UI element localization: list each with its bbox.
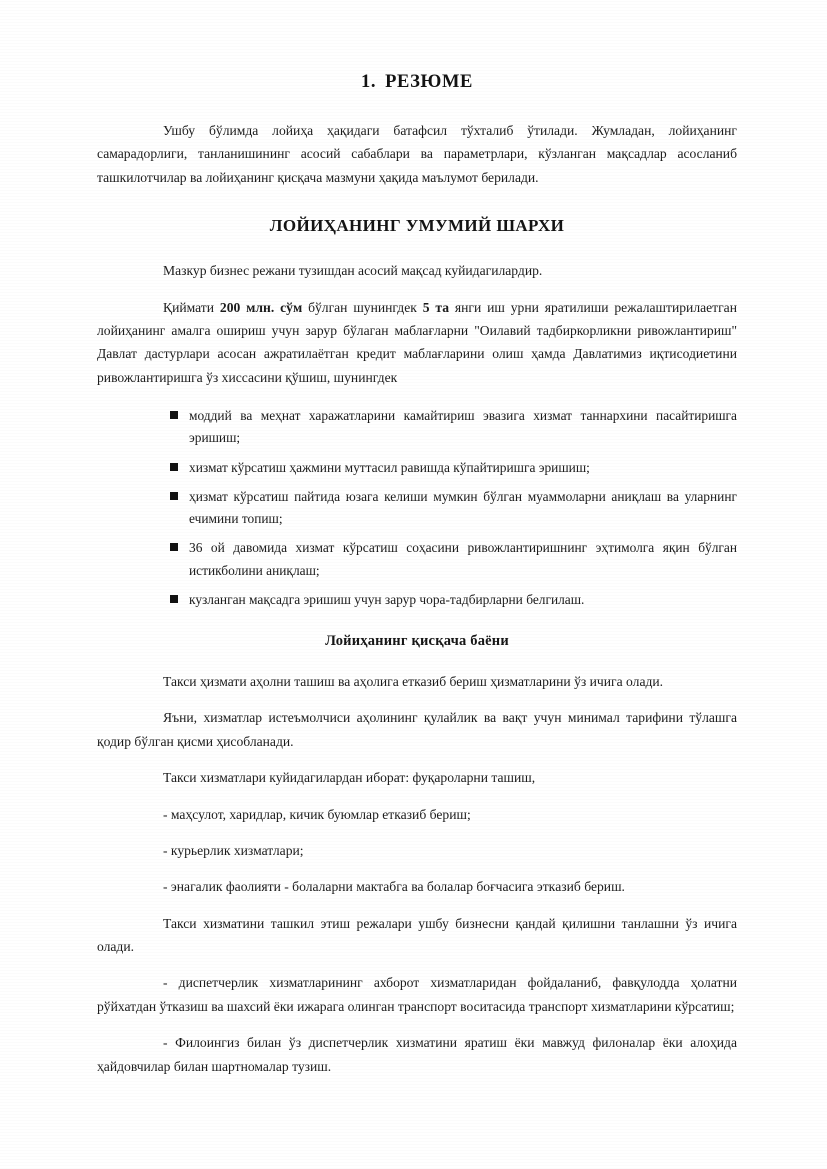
square-bullet-icon bbox=[170, 463, 178, 471]
page-title bbox=[97, 72, 737, 93]
paragraph-dispatch-information-service: - диспетчерлик хизматларининг ахборот хизматларидан фойдаланиб, фавқулодда ҳолатни рўйхатдан ўтказиш ва шахсий ёки ижарага олинган транспорт воситасида транспорт хизматларини кўрсатиш; bbox=[97, 975, 737, 1014]
paragraph-organization-plans: Такси хизматини ташкил этиш режалари ушбу бизнесни қандай қилишни танлашни ўз ичига олади. bbox=[97, 915, 737, 954]
page-title-number: 1. bbox=[361, 72, 377, 92]
value-jobs-bold: 5 та bbox=[422, 299, 450, 315]
paragraph-courier-service: - курьерлик хизматлари; bbox=[163, 842, 304, 858]
list-item-text: моддий ва меҳнат харажатларини камайтириш эвазига хизмат таннархини пасайтиришга эришиш; bbox=[189, 408, 737, 446]
square-bullet-icon bbox=[170, 595, 178, 603]
paragraph-consumer-definition: Яъни, хизматлар истеъмолчиси аҳолининг қулайлик ва вақт учун минимал тарифини тўлашга қодир бўлган қисми ҳисобланади. bbox=[97, 710, 737, 749]
square-bullet-icon bbox=[170, 492, 178, 500]
paragraph-delivery-service: - маҳсулот, харидлар, кичик буюмлар етказиб бериш; bbox=[163, 806, 471, 822]
list-item bbox=[170, 589, 737, 611]
list-item bbox=[170, 486, 737, 531]
value-text-part-1: Қиймати bbox=[163, 299, 220, 315]
list-item-text: ҳизмат кўрсатиш пайтида юзага келиши мумкин бўлган муаммоларни аниқлаш ва уларнинг ечимини топиш; bbox=[189, 488, 737, 526]
list-item bbox=[170, 457, 737, 479]
paragraph-nanny-service: - энагалик фаолияти - болаларни мактабга ва болалар боғчасига эткaзиб бериш. bbox=[163, 879, 625, 895]
paragraph-purpose: Мазкур бизнес режани тузишдан асосий мақсад куйидагилардир. bbox=[163, 263, 543, 279]
paragraph-own-dispatch-service: - Филоингиз билан ўз диспетчерлик хизматини яратиш ёки мавжуд филоналар ёки алоҳида ҳайдовчилар билан шартномалар тузиш. bbox=[97, 1035, 737, 1074]
page-title-text: РЕЗЮМЕ bbox=[385, 72, 473, 92]
list-item bbox=[170, 405, 737, 450]
paragraph-project-value bbox=[97, 296, 737, 390]
list-item-text: 36 ой давомида хизмат кўрсатиш соҳасини ривожлантиришнинг эҳтимолга яқин бўлган истикболини аниқлаш; bbox=[189, 540, 737, 578]
square-bullet-icon bbox=[170, 543, 178, 551]
square-bullet-icon bbox=[170, 411, 178, 419]
paragraph-taxi-service-scope: Такси ҳизмати аҳолни ташиш ва аҳолига етказиб бериш ҳизматларини ўз ичига олади. bbox=[163, 674, 664, 689]
intro-paragraph: Ушбу бўлимда лойиҳа ҳақидаги батафсил тўхталиб ўтилади. Жумладан, лойиҳанинг самарадорлиги, танланишининг асосий сабаблари ва параметрлари, кўзланган мақсадлар асосланиб ташкилотчилар ва лойиҳанинг қисқача мазмуни ҳақида маълумот берилади. bbox=[97, 123, 737, 185]
section-heading-general-overview: ЛОЙИҲАНИНГ УМУМИЙ ШАРХИ bbox=[269, 216, 565, 236]
page-content bbox=[97, 72, 737, 1091]
value-amount-bold: 200 млн. сўм bbox=[219, 299, 303, 315]
section-heading-brief-description: Лойиҳанинг қисқача баёни bbox=[325, 633, 509, 649]
list-item bbox=[170, 537, 737, 582]
paragraph-services-list-intro: Такси хизматлари куйидагилардан иборат: фуқароларни ташиш, bbox=[163, 770, 536, 786]
list-item-text: хизмат кўрсатиш ҳажмини муттасил равишда кўпайтиришга эришиш; bbox=[189, 459, 590, 475]
value-text-part-2: бўлган шунингдек bbox=[302, 299, 423, 315]
list-item-text: кузланган мақсадга эришиш учун зарур чора-тадбирларни белгилаш. bbox=[189, 591, 585, 607]
objectives-bullet-list bbox=[97, 405, 737, 611]
value-text-part-3: янги иш урни яратилиши режалаштирилаетган лойиҳанинг амалга ошириш учун зарур бўлаган маблағларни "Оилавий тадбиркорликни ривожлантириш" Давлат дастурлари асосан ажратилаётган кредит маблағларини олиш ҳамда Давлатимиз иқтисодиетини ривожлантиришга ўз хиссасини қўшиш, шунингдек bbox=[97, 299, 737, 385]
